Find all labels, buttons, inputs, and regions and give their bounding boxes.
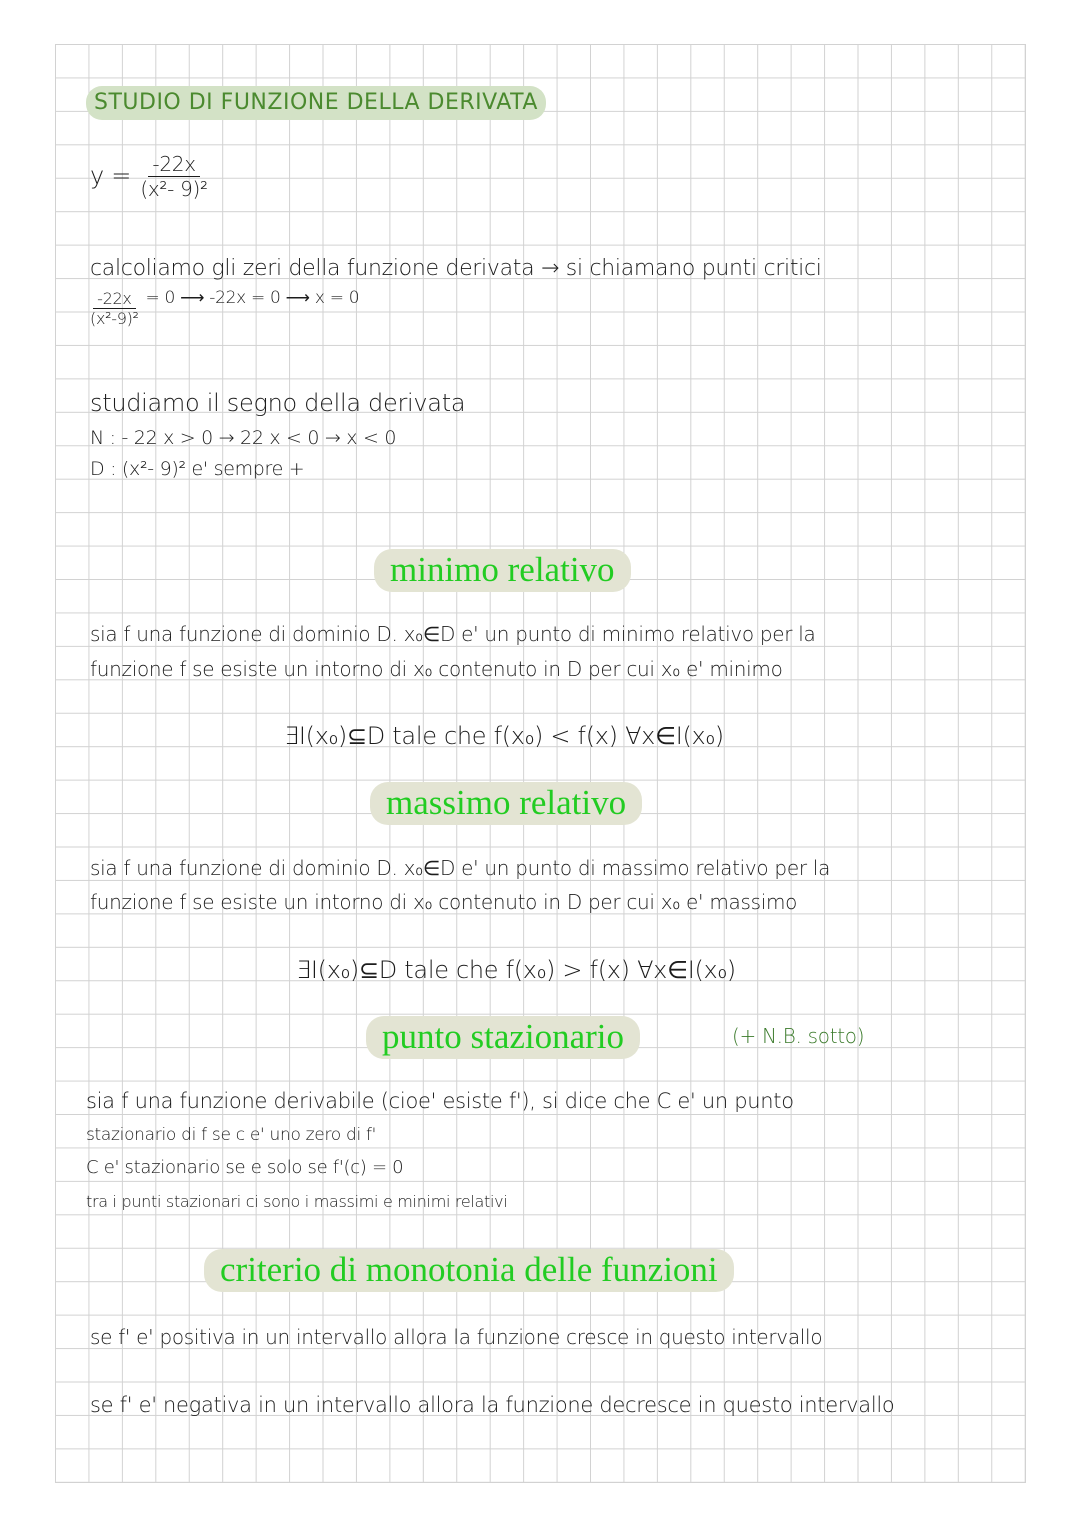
page-title: STUDIO DI FUNZIONE DELLA DERIVATA bbox=[86, 86, 546, 120]
function-denominator: (x²- 9)² bbox=[140, 177, 208, 201]
massimo-definition-line2: funzione f se esiste un intorno di x₀ contenuto in D per cui x₀ e' massimo bbox=[90, 890, 798, 914]
critical-fraction bbox=[88, 289, 141, 328]
function-numerator: -22x bbox=[148, 152, 199, 177]
heading-massimo-relativo: massimo relativo bbox=[370, 782, 642, 825]
stazionario-line2: stazionario di f se c e' uno zero di f' bbox=[86, 1125, 377, 1145]
stazionario-line1: sia f una funzione derivabile (cioe' esiste f'), si dice che C e' un punto bbox=[86, 1089, 794, 1113]
critical-denominator: (x²-9)² bbox=[90, 309, 139, 328]
stazionario-line3: C e' stazionario se e solo se f'(c) = 0 bbox=[86, 1157, 404, 1178]
stazionario-note: (+ N.B. sotto) bbox=[732, 1024, 865, 1048]
heading-punto-stazionario: punto stazionario bbox=[366, 1016, 640, 1059]
stazionario-line4: tra i punti stazionari ci sono i massimi e minimi relativi bbox=[86, 1192, 508, 1211]
massimo-definition-line1: sia f una funzione di dominio D. x₀∈D e' un punto di massimo relativo per la bbox=[90, 856, 831, 880]
critical-points-equation bbox=[88, 288, 359, 328]
function-fraction bbox=[138, 152, 209, 201]
heading-minimo-relativo: minimo relativo bbox=[374, 549, 631, 592]
monotonia-line1: se f' e' positiva in un intervallo allora la funzione cresce in questo intervallo bbox=[90, 1325, 823, 1349]
critical-points-text: calcoliamo gli zeri della funzione derivata → si chiamano punti critici bbox=[90, 256, 822, 281]
function-definition bbox=[90, 152, 210, 201]
massimo-formula: ∃I(x₀)⊆D tale che f(x₀) > f(x) ∀x∈I(x₀) bbox=[296, 956, 736, 984]
monotonia-line2: se f' e' negativa in un intervallo allora la funzione decresce in questo intervallo bbox=[90, 1393, 895, 1417]
heading-criterio-monotonia: criterio di monotonia delle funzioni bbox=[204, 1249, 734, 1292]
critical-equation-rest: = 0 ⟶ -22x = 0 ⟶ x = 0 bbox=[145, 288, 360, 308]
sign-denominator-line: D : (x²- 9)² e' sempre + bbox=[90, 458, 305, 480]
critical-numerator: -22x bbox=[93, 289, 135, 309]
sign-numerator-line: N : - 22 x > 0 → 22 x < 0 → x < 0 bbox=[90, 427, 397, 449]
function-lhs: y = bbox=[90, 161, 132, 190]
minimo-definition-line1: sia f una funzione di dominio D. x₀∈D e' un punto di minimo relativo per la bbox=[90, 622, 816, 646]
sign-study-heading: studiamo il segno della derivata bbox=[90, 389, 466, 417]
minimo-definition-line2: funzione f se esiste un intorno di x₀ contenuto in D per cui x₀ e' minimo bbox=[90, 657, 783, 681]
minimo-formula: ∃I(x₀)⊆D tale che f(x₀) < f(x) ∀x∈I(x₀) bbox=[284, 722, 724, 750]
